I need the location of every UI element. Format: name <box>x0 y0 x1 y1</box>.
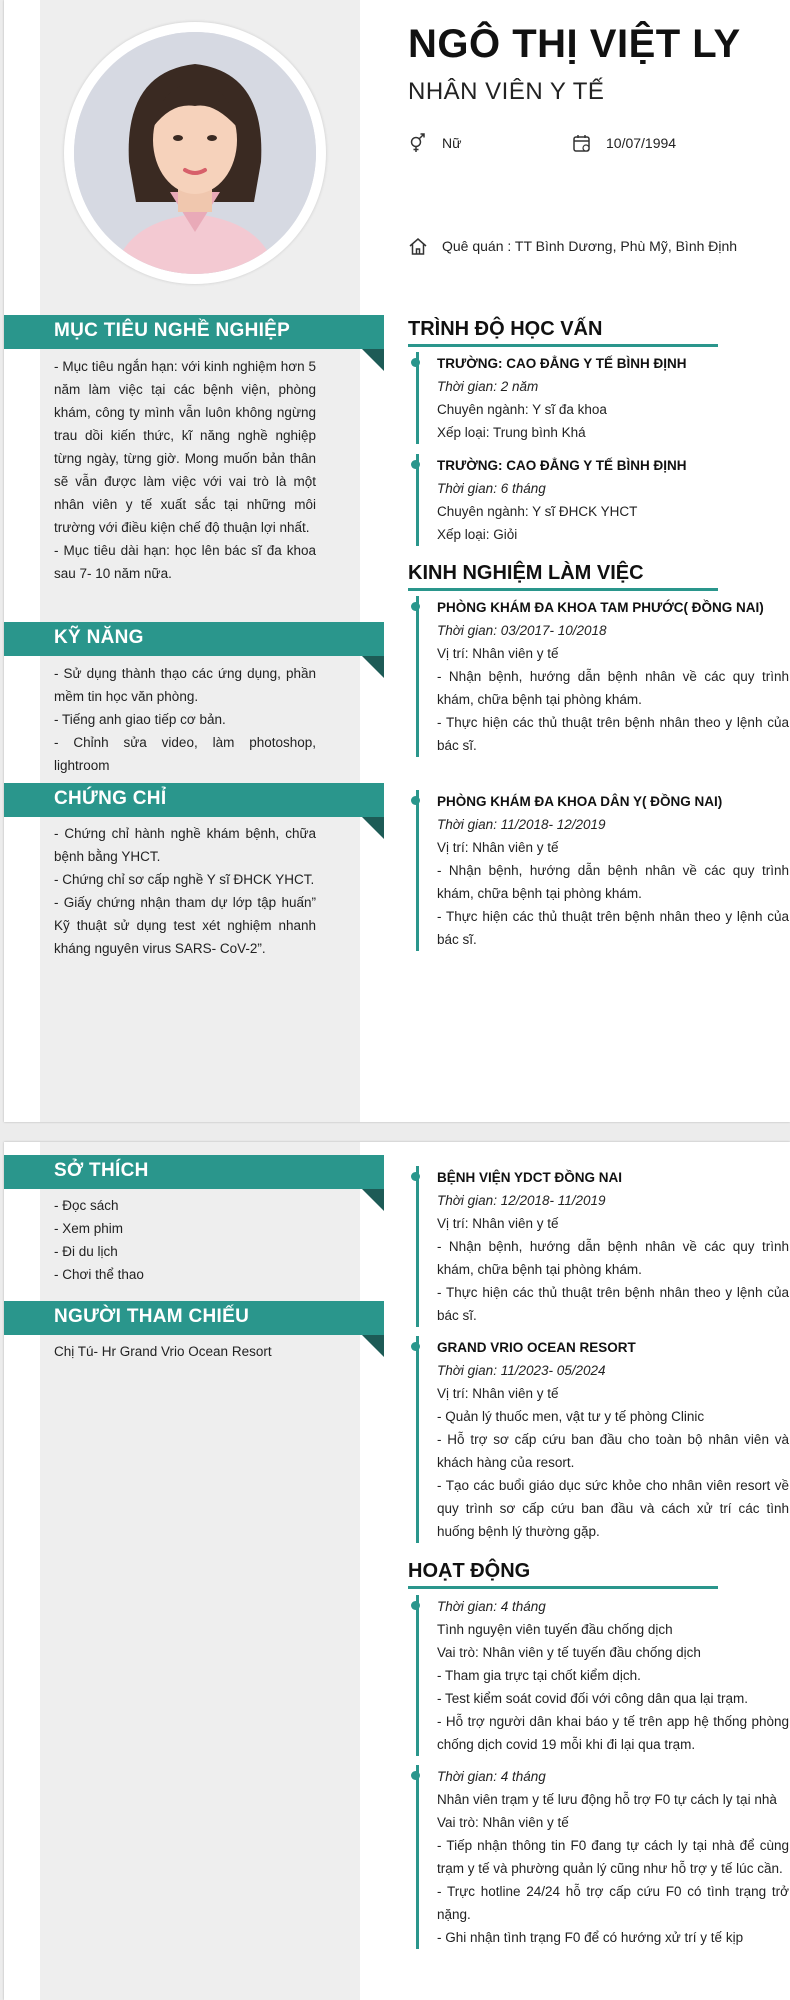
section-career-goal-header <box>4 315 384 349</box>
cv-page-2 <box>4 1142 790 2000</box>
entry-line: Xếp loại: Giỏi <box>437 527 518 542</box>
entry-line: Xếp loại: Trung bình Khá <box>437 425 586 440</box>
timeline-dot <box>411 460 420 469</box>
activity-entry <box>416 1595 789 1756</box>
education-entry <box>416 352 789 444</box>
section-education-header: TRÌNH ĐỘ HỌC VẤN <box>408 318 718 347</box>
entry-line: Vị trí: Nhân viên y tế <box>437 840 559 855</box>
entry-line: - Nhận bệnh, hướng dẫn bệnh nhân về các quy trình khám, chữa bệnh tại phòng khám. <box>437 1239 789 1277</box>
hometown-value: Quê quán : TT Bình Dương, Phù Mỹ, Bình Định <box>442 238 738 254</box>
entry-time: Thời gian: 11/2018- 12/2019 <box>437 817 606 832</box>
section-title: SỞ THÍCH <box>54 1160 149 1181</box>
timeline-dot <box>411 1771 420 1780</box>
entry-time: Thời gian: 4 tháng <box>437 1599 546 1614</box>
entry-line: - Thực hiện các thủ thuật trên bệnh nhân theo y lệnh của bác sĩ. <box>437 715 789 753</box>
section-activities-header: HOẠT ĐỘNG <box>408 1560 718 1589</box>
section-references-header <box>4 1301 384 1335</box>
entry-line: - Trực hotline 24/24 hỗ trợ cấp cứu F0 có tình trạng trở nặng. <box>437 1884 789 1922</box>
home-icon <box>408 236 428 256</box>
text-line: - Đi du lịch <box>54 1244 118 1259</box>
text-line: - Chứng chỉ hành nghề khám bệnh, chữa bệnh bằng YHCT. <box>54 826 316 864</box>
section-hobbies-header <box>4 1155 384 1189</box>
calendar-icon <box>572 133 592 153</box>
timeline-dot <box>411 1172 420 1181</box>
entry-time: Thời gian: 2 năm <box>437 379 539 394</box>
text-line: Chị Tú- Hr Grand Vrio Ocean Resort <box>54 1344 272 1359</box>
avatar <box>64 22 326 284</box>
section-experience-header: KINH NGHIỆM LÀM VIỆC <box>408 562 718 591</box>
text-line: - Sử dụng thành thạo các ứng dụng, phần mềm tin học văn phòng. <box>54 666 316 704</box>
entry-title: TRƯỜNG: CAO ĐẲNG Y TẾ BÌNH ĐỊNH <box>437 458 687 473</box>
section-skills-header <box>4 622 384 656</box>
experience-entry <box>416 596 789 757</box>
entry-time: Thời gian: 6 tháng <box>437 481 546 496</box>
experience-entry <box>416 1166 789 1327</box>
section-certificates-header <box>4 783 384 817</box>
text-line: - Tiếng anh giao tiếp cơ bản. <box>54 712 226 727</box>
dob-value: 10/07/1994 <box>606 135 677 151</box>
entry-line: Vị trí: Nhân viên y tế <box>437 1386 559 1401</box>
dob-info <box>572 133 676 153</box>
section-title: MỤC TIÊU NGHỀ NGHIỆP <box>54 320 291 341</box>
career-goal-text <box>54 355 316 585</box>
entry-line: - Quản lý thuốc men, vật tư y tế phòng Clinic <box>437 1409 705 1424</box>
entry-line: Vị trí: Nhân viên y tế <box>437 1216 559 1231</box>
entry-time: Thời gian: 11/2023- 05/2024 <box>437 1363 606 1378</box>
entry-time: Thời gian: 4 tháng <box>437 1769 546 1784</box>
entry-line: Chuyên ngành: Y sĩ đa khoa <box>437 402 607 417</box>
entry-line: - Tiếp nhận thông tin F0 đang tự cách ly tại nhà để cùng trạm y tế và phường quản lý cũng như hỗ trợ y tế lúc cần. <box>437 1838 789 1876</box>
timeline-dot <box>411 1601 420 1610</box>
entry-line: Vai trò: Nhân viên y tế tuyến đầu chống dịch <box>437 1645 701 1660</box>
section-title: NGƯỜI THAM CHIẾU <box>54 1306 250 1327</box>
section-title: CHỨNG CHỈ <box>54 788 167 809</box>
education-entry <box>416 454 789 546</box>
hometown-info <box>408 236 737 256</box>
gender-value: Nữ <box>442 135 462 151</box>
portrait-photo <box>74 32 316 274</box>
entry-line: - Tham gia trực tại chốt kiểm dịch. <box>437 1668 641 1683</box>
entry-line: - Nhận bệnh, hướng dẫn bệnh nhân về các quy trình khám, chữa bệnh tại phòng khám. <box>437 863 789 901</box>
experience-entry <box>416 1336 789 1543</box>
text-line: - Chứng chỉ sơ cấp nghề Y sĩ ĐHCK YHCT. <box>54 872 315 887</box>
entry-title: TRƯỜNG: CAO ĐẲNG Y TẾ BÌNH ĐỊNH <box>437 356 687 371</box>
gender-info <box>408 133 461 153</box>
entry-line: Vai trò: Nhân viên y tế <box>437 1815 569 1830</box>
text-line: - Mục tiêu ngắn hạn: với kinh nghiệm hơn 5 năm làm việc tại các bệnh viện, phòng khám, công ty mình vẫn luôn không ngừng trau dồi kiến thức, kĩ năng nghề nghiệp từng ngày, từng giờ. Mong muốn bản thân sẽ vẫn được làm việc với vai trò là một nhân viên y tế xuất sắc tại những môi trường với điều kiện chế độ thuận lợi nhất. <box>54 359 316 535</box>
timeline-dot <box>411 602 420 611</box>
text-line: - Đọc sách <box>54 1198 119 1213</box>
entry-title: PHÒNG KHÁM ĐA KHOA TAM PHƯỚC( ĐỒNG NAI) <box>437 600 764 615</box>
candidate-role: NHÂN VIÊN Y TẾ <box>408 78 605 105</box>
entry-line: Vị trí: Nhân viên y tế <box>437 646 559 661</box>
references-text <box>54 1340 316 1363</box>
entry-time: Thời gian: 03/2017- 10/2018 <box>437 623 607 638</box>
entry-line: - Hỗ trợ người dân khai báo y tế trên app hệ thống phòng chống dịch covid 19 mỗi khi đi lại qua trạm. <box>437 1714 789 1752</box>
text-line: - Chơi thể thao <box>54 1267 144 1282</box>
entry-line: - Test kiểm soát covid đối với công dân qua lại trạm. <box>437 1691 749 1706</box>
activity-entry <box>416 1765 789 1949</box>
entry-line: - Nhận bệnh, hướng dẫn bệnh nhân về các quy trình khám, chữa bệnh tại phòng khám. <box>437 669 789 707</box>
entry-title: PHÒNG KHÁM ĐA KHOA DÂN Y( ĐỒNG NAI) <box>437 794 723 809</box>
entry-line: - Ghi nhận tình trạng F0 để có hướng xử trí y tế kịp <box>437 1930 744 1945</box>
skills-text <box>54 662 316 777</box>
entry-title: BỆNH VIỆN YDCT ĐỒNG NAI <box>437 1170 623 1185</box>
entry-line: - Hỗ trợ sơ cấp cứu ban đầu cho toàn bộ nhân viên và khách hàng của resort. <box>437 1432 789 1470</box>
entry-time: Thời gian: 12/2018- 11/2019 <box>437 1193 606 1208</box>
timeline-dot <box>411 1342 420 1351</box>
entry-line: Chuyên ngành: Y sĩ ĐHCK YHCT <box>437 504 638 519</box>
entry-line: Tình nguyện viên tuyến đầu chống dịch <box>437 1622 673 1637</box>
text-line: - Xem phim <box>54 1221 124 1236</box>
text-line: - Giấy chứng nhận tham dự lớp tập huấn” Kỹ thuật sử dụng test xét nghiệm nhanh kháng nguyên virus SARS- CoV-2”. <box>54 895 316 956</box>
entry-line: Nhân viên trạm y tế lưu động hỗ trợ F0 tự cách ly tại nhà <box>437 1792 777 1807</box>
entry-line: - Tạo các buổi giáo dục sức khỏe cho nhân viên resort về quy trình sơ cấp cứu ban đầu và cách xử trí các tình huống bệnh lý thường gặp. <box>437 1478 789 1539</box>
entry-title: GRAND VRIO OCEAN RESORT <box>437 1340 636 1355</box>
hobbies-text <box>54 1194 316 1286</box>
candidate-name: NGÔ THỊ VIỆT LY <box>408 22 741 66</box>
certificates-text <box>54 822 316 960</box>
cv-page-1 <box>4 0 790 1122</box>
timeline-dot <box>411 358 420 367</box>
gender-icon <box>408 133 428 153</box>
entry-line: - Thực hiện các thủ thuật trên bệnh nhân theo y lệnh của bác sĩ. <box>437 1285 789 1323</box>
section-title: KỸ NĂNG <box>54 627 144 648</box>
timeline-dot <box>411 796 420 805</box>
experience-entry <box>416 790 789 951</box>
entry-line: - Thực hiện các thủ thuật trên bệnh nhân theo y lệnh của bác sĩ. <box>437 909 789 947</box>
text-line: - Mục tiêu dài hạn: học lên bác sĩ đa khoa sau 7- 10 năm nữa. <box>54 543 316 581</box>
text-line: - Chỉnh sửa video, làm photoshop, lightroom <box>54 735 316 773</box>
